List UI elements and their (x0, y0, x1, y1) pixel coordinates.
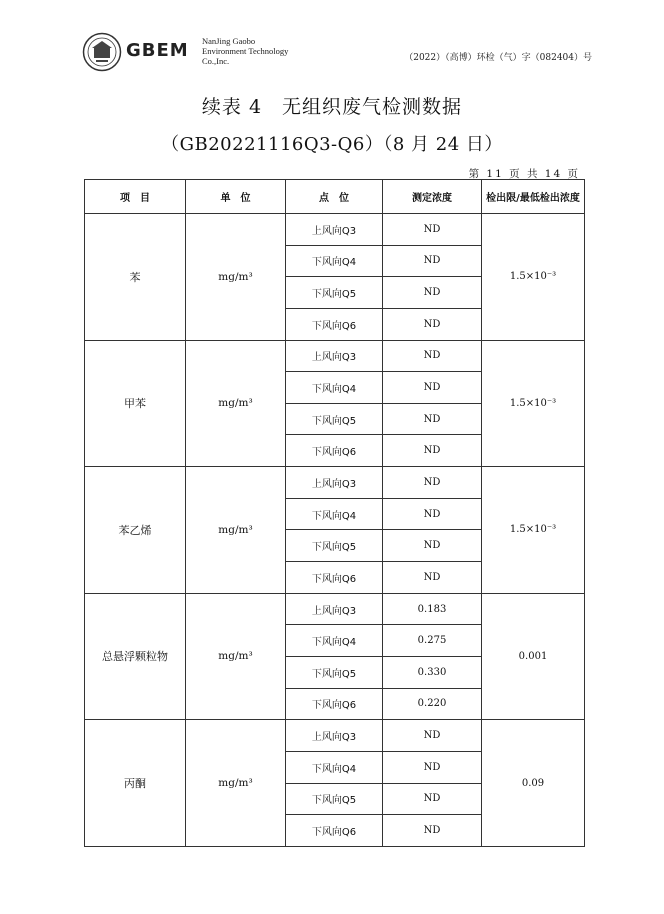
document-number: （2022）（高博）环检（气）字（082404）号 (404, 53, 592, 63)
sampling-point: 上风向Q3 (286, 593, 383, 625)
unit: mg/m³ (186, 593, 286, 720)
sampling-point: 下风向Q5 (286, 783, 383, 815)
sampling-point: 下风向Q4 (286, 498, 383, 530)
sampling-point: 下风向Q5 (286, 403, 383, 435)
concentration-value: ND (383, 277, 482, 309)
unit: mg/m³ (186, 214, 286, 341)
item-name: 丙酮 (85, 720, 186, 847)
sampling-point: 下风向Q5 (286, 530, 383, 562)
sampling-point: 下风向Q6 (286, 435, 383, 467)
header-detection-limit: 检出限/最低检出浓度 (482, 180, 585, 214)
sampling-point: 上风向Q3 (286, 340, 383, 372)
concentration-value: 0.275 (383, 625, 482, 657)
page-subtitle: （GB20221116Q3-Q6）（8 月 24 日） (161, 134, 503, 155)
page-header (82, 28, 592, 74)
concentration-value: 0.220 (383, 688, 482, 720)
concentration-value: ND (383, 815, 482, 847)
concentration-value: ND (383, 467, 482, 499)
concentration-value: ND (383, 403, 482, 435)
table-header-row (85, 180, 585, 214)
sampling-point: 下风向Q6 (286, 815, 383, 847)
gbem-logo-icon (82, 32, 122, 72)
sampling-point: 上风向Q3 (286, 467, 383, 499)
concentration-value: ND (383, 308, 482, 340)
concentration-value: ND (383, 530, 482, 562)
concentration-value: ND (383, 751, 482, 783)
sampling-point: 下风向Q4 (286, 245, 383, 277)
item-name: 甲苯 (85, 340, 186, 467)
concentration-value: ND (383, 498, 482, 530)
detection-limit: 0.001 (482, 593, 585, 720)
table-row (85, 593, 585, 625)
company-name (202, 36, 288, 66)
concentration-value: 0.330 (383, 656, 482, 688)
header-unit: 单 位 (186, 180, 286, 214)
concentration-value: ND (383, 372, 482, 404)
table-row (85, 340, 585, 372)
company-line: Co.,Inc. (202, 56, 230, 66)
sampling-point: 下风向Q5 (286, 277, 383, 309)
concentration-value: ND (383, 562, 482, 594)
sampling-point: 下风向Q4 (286, 625, 383, 657)
concentration-value: ND (383, 340, 482, 372)
concentration-value: ND (383, 720, 482, 752)
detection-limit: 1.5×10⁻³ (482, 214, 585, 341)
sampling-point: 下风向Q6 (286, 688, 383, 720)
concentration-value: 0.183 (383, 593, 482, 625)
detection-limit: 0.09 (482, 720, 585, 847)
sampling-point: 下风向Q6 (286, 562, 383, 594)
header-item: 项 目 (85, 180, 186, 214)
monitoring-data-table (84, 179, 585, 847)
unit: mg/m³ (186, 467, 286, 594)
item-name: 苯乙烯 (85, 467, 186, 594)
page-title: 续表 4 无组织废气检测数据 (201, 96, 463, 118)
concentration-value: ND (383, 245, 482, 277)
detection-limit: 1.5×10⁻³ (482, 467, 585, 594)
sampling-point: 下风向Q5 (286, 656, 383, 688)
concentration-value: ND (383, 783, 482, 815)
item-name: 苯 (85, 214, 186, 341)
header-concentration: 测定浓度 (383, 180, 482, 214)
company-line: NanJing Gaobo (202, 36, 256, 46)
sampling-point: 下风向Q4 (286, 372, 383, 404)
concentration-value: ND (383, 435, 482, 467)
company-line: Environment Technology (202, 46, 289, 56)
brand-name: GBEM (126, 40, 189, 61)
sampling-point: 下风向Q4 (286, 751, 383, 783)
sampling-point: 上风向Q3 (286, 720, 383, 752)
concentration-value: ND (383, 214, 482, 246)
detection-limit: 1.5×10⁻³ (482, 340, 585, 467)
header-point: 点 位 (286, 180, 383, 214)
unit: mg/m³ (186, 720, 286, 847)
page-number: 第 11 页 共 14 页 (468, 168, 580, 180)
sampling-point: 上风向Q3 (286, 214, 383, 246)
unit: mg/m³ (186, 340, 286, 467)
item-name: 总悬浮颗粒物 (85, 593, 186, 720)
table-row (85, 720, 585, 752)
table-row (85, 467, 585, 499)
table-row (85, 214, 585, 246)
sampling-point: 下风向Q6 (286, 308, 383, 340)
